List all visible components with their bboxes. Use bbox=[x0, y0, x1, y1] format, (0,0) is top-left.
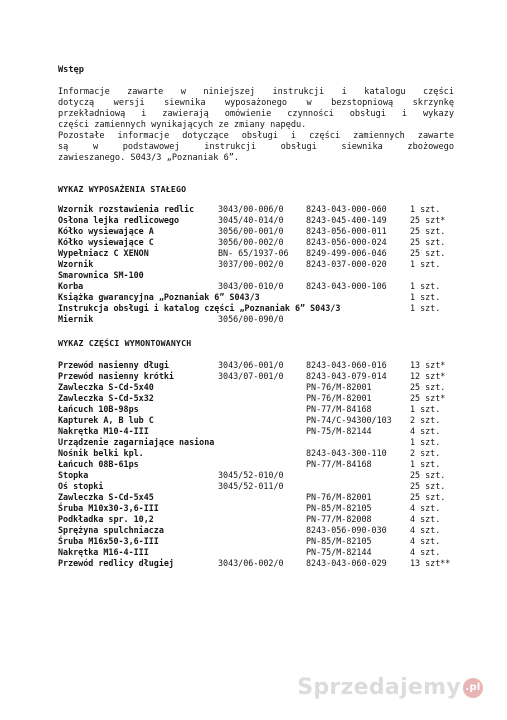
part-code: 3056/00-002/0 bbox=[218, 237, 284, 247]
part-name: Zawleczka S-Cd-5x45 bbox=[58, 492, 154, 502]
part-code: 3043/00-010/0 bbox=[218, 281, 284, 291]
part-quantity: 12 szt* bbox=[410, 371, 446, 381]
note-line: Pozostałe informacje dotyczące obsługi i części zamiennych zawarte bbox=[58, 131, 454, 141]
part-norm: 8243-056-000-011 bbox=[306, 226, 387, 236]
part-quantity: 25 szt. bbox=[410, 248, 446, 258]
part-quantity: 1 szt. bbox=[410, 303, 441, 313]
part-quantity: 4 szt. bbox=[410, 514, 441, 524]
part-code: 3043/06-001/0 bbox=[218, 360, 284, 370]
part-quantity: 25 szt. bbox=[410, 237, 446, 247]
part-name: Korba bbox=[58, 281, 84, 291]
part-name: Łańcuch 08B-61ps bbox=[58, 459, 139, 469]
part-code: BN- 65/1937-06 bbox=[218, 248, 289, 258]
table-row bbox=[58, 292, 458, 303]
table-row bbox=[58, 371, 458, 382]
intro-paragraph bbox=[58, 87, 454, 131]
part-quantity: 25 szt. bbox=[410, 470, 446, 480]
part-norm: PN-75/M-82144 bbox=[306, 426, 372, 436]
table-row bbox=[58, 281, 458, 292]
part-norm: PN-76/M-82001 bbox=[306, 382, 372, 392]
unmounted-parts-table bbox=[58, 360, 458, 569]
part-quantity: 25 szt. bbox=[410, 382, 446, 392]
part-name: Śruba M10x30-3,6-III bbox=[58, 503, 159, 513]
part-code: 3056/00-001/0 bbox=[218, 226, 284, 236]
part-code: 3045/40-014/0 bbox=[218, 215, 284, 225]
part-code: 3043/00-006/0 bbox=[218, 204, 284, 214]
part-norm: 8249-499-006-046 bbox=[306, 248, 387, 258]
table-row bbox=[58, 536, 458, 547]
part-name: Urządzenie zagarniające nasiona bbox=[58, 437, 215, 447]
table-row bbox=[58, 393, 458, 404]
part-norm: PN-85/M-82105 bbox=[306, 536, 372, 546]
intro-line: części zamiennych wynikających ze zmiany napędu. bbox=[58, 120, 307, 130]
table-row bbox=[58, 459, 458, 470]
note-paragraph bbox=[58, 131, 454, 164]
table-row bbox=[58, 360, 458, 371]
intro-line: dotyczą wersji siewnika wyposażonego w bezstopniową skrzynkę bbox=[58, 98, 454, 108]
fixed-equipment-table bbox=[58, 204, 458, 325]
part-quantity: 1 szt. bbox=[410, 437, 441, 447]
table-row bbox=[58, 470, 458, 481]
watermark-logo bbox=[297, 675, 483, 700]
part-name: Osłona lejka redlicowego bbox=[58, 215, 180, 225]
part-norm: PN-77/M-84168 bbox=[306, 404, 372, 414]
part-name: Wzornik bbox=[58, 259, 94, 269]
intro-line: Informacje zawarte w niniejszej instrukcji i katalogu części bbox=[58, 87, 454, 97]
part-quantity: 25 szt. bbox=[410, 492, 446, 502]
part-quantity: 13 szt** bbox=[410, 558, 451, 568]
part-name: Przewód nasienny długi bbox=[58, 360, 169, 370]
part-quantity: 1 szt. bbox=[410, 204, 441, 214]
part-norm: PN-74/C-94300/103 bbox=[306, 415, 392, 425]
fixed-equipment-heading: WYKAZ WYPOSAŻENIA STAŁEGO bbox=[58, 184, 187, 194]
part-name: Kółko wysiewające C bbox=[58, 237, 154, 247]
part-code: 3045/52-010/0 bbox=[218, 470, 284, 480]
table-row bbox=[58, 237, 458, 248]
part-norm: 8243-043-079-014 bbox=[306, 371, 387, 381]
table-row bbox=[58, 415, 458, 426]
part-norm: 8243-045-400-149 bbox=[306, 215, 387, 225]
table-row bbox=[58, 448, 458, 459]
table-row bbox=[58, 525, 458, 536]
part-norm: PN-76/M-82001 bbox=[306, 393, 372, 403]
part-name: Przewód redlicy długiej bbox=[58, 558, 174, 568]
part-name: Przewód nasienny krótki bbox=[58, 371, 174, 381]
part-name: Kółko wysiewające A bbox=[58, 226, 154, 236]
part-quantity: 25 szt* bbox=[410, 393, 446, 403]
table-row bbox=[58, 437, 458, 448]
part-norm: PN-77/M-84168 bbox=[306, 459, 372, 469]
part-name: Smarownica SM-100 bbox=[58, 270, 144, 280]
part-name: Łańcuch 10B-98ps bbox=[58, 404, 139, 414]
table-row bbox=[58, 492, 458, 503]
part-code: 3043/07-001/0 bbox=[218, 371, 284, 381]
part-quantity: 2 szt. bbox=[410, 448, 441, 458]
part-name: Sprężyna spulchniacza bbox=[58, 525, 164, 535]
part-name: Nośnik belki kpl. bbox=[58, 448, 144, 458]
table-row bbox=[58, 270, 458, 281]
part-norm: 8243-043-000-106 bbox=[306, 281, 387, 291]
part-quantity: 25 szt* bbox=[410, 215, 446, 225]
part-name: Wzornik rozstawienia redlic bbox=[58, 204, 195, 214]
table-row bbox=[58, 259, 458, 270]
table-row bbox=[58, 215, 458, 226]
table-row bbox=[58, 248, 458, 259]
part-norm: 8243-056-090-030 bbox=[306, 525, 387, 535]
part-quantity: 13 szt* bbox=[410, 360, 446, 370]
note-line: zawieszanego. S043/3 „Poznaniak 6”. bbox=[58, 153, 240, 163]
part-quantity: 1 szt. bbox=[410, 281, 441, 291]
part-quantity: 1 szt. bbox=[410, 292, 441, 302]
part-norm: 8243-043-300-110 bbox=[306, 448, 387, 458]
part-name: Śruba M16x50-3,6-III bbox=[58, 536, 159, 546]
part-norm: 8243-037-000-020 bbox=[306, 259, 387, 269]
part-quantity: 25 szt. bbox=[410, 481, 446, 491]
page-title: Wstęp bbox=[58, 65, 84, 75]
table-row bbox=[58, 382, 458, 393]
part-name: Oś stopki bbox=[58, 481, 104, 491]
note-line: są w podstawowej instrukcji obsługi siewnika zbożowego bbox=[58, 142, 454, 152]
table-row bbox=[58, 547, 458, 558]
part-quantity: 25 szt. bbox=[410, 226, 446, 236]
part-quantity: 1 szt. bbox=[410, 404, 441, 414]
part-name: Podkładka spr. 10,2 bbox=[58, 514, 154, 524]
watermark-badge: .pl bbox=[463, 678, 483, 698]
part-name: Miernik bbox=[58, 314, 94, 324]
part-quantity: 2 szt. bbox=[410, 415, 441, 425]
intro-line: przekładniową i zawierają omówienie czynności obsługi i wykazy bbox=[58, 109, 454, 119]
part-quantity: 1 szt. bbox=[410, 259, 441, 269]
part-name: Zawleczka S-Cd-5x32 bbox=[58, 393, 154, 403]
part-name: Wypełniacz C XENON bbox=[58, 248, 149, 258]
part-code: 3037/00-002/0 bbox=[218, 259, 284, 269]
table-row bbox=[58, 226, 458, 237]
watermark-text: Sprzedajemy bbox=[297, 675, 461, 700]
part-name: Nakrętka M16-4-III bbox=[58, 547, 149, 557]
part-norm: 8243-043-060-029 bbox=[306, 558, 387, 568]
part-code: 3045/52-011/0 bbox=[218, 481, 284, 491]
table-row bbox=[58, 404, 458, 415]
part-quantity: 4 szt. bbox=[410, 536, 441, 546]
part-code: 3043/06-002/0 bbox=[218, 558, 284, 568]
part-name: Kapturek A, B lub C bbox=[58, 415, 154, 425]
part-name: Stopka bbox=[58, 470, 89, 480]
part-norm: PN-76/M-82001 bbox=[306, 492, 372, 502]
table-row bbox=[58, 503, 458, 514]
part-norm: 8243-043-060-016 bbox=[306, 360, 387, 370]
part-quantity: 1 szt. bbox=[410, 459, 441, 469]
table-row bbox=[58, 514, 458, 525]
part-code: 3056/00-090/0 bbox=[218, 314, 284, 324]
table-row bbox=[58, 204, 458, 215]
part-norm: PN-77/M-82008 bbox=[306, 514, 372, 524]
part-name: Nakrętka M10-4-III bbox=[58, 426, 149, 436]
part-quantity: 4 szt. bbox=[410, 525, 441, 535]
part-norm: PN-75/M-82144 bbox=[306, 547, 372, 557]
table-row bbox=[58, 481, 458, 492]
part-quantity: 4 szt. bbox=[410, 547, 441, 557]
table-row bbox=[58, 303, 458, 314]
part-quantity: 4 szt. bbox=[410, 503, 441, 513]
part-name: Zawleczka S-Cd-5x40 bbox=[58, 382, 154, 392]
table-row bbox=[58, 558, 458, 569]
table-row bbox=[58, 314, 458, 325]
unmounted-parts-heading: WYKAZ CZĘŚCI WYMONTOWANYCH bbox=[58, 338, 192, 348]
part-norm: PN-85/M-82105 bbox=[306, 503, 372, 513]
part-name: Książka gwarancyjna „Poznaniak 6” S043/3 bbox=[58, 292, 260, 302]
part-name: Instrukcja obsługi i katalog części „Poznaniak 6” S043/3 bbox=[58, 303, 341, 313]
part-norm: 8243-043-000-060 bbox=[306, 204, 387, 214]
part-quantity: 4 szt. bbox=[410, 426, 441, 436]
part-norm: 8243-056-000-024 bbox=[306, 237, 387, 247]
table-row bbox=[58, 426, 458, 437]
